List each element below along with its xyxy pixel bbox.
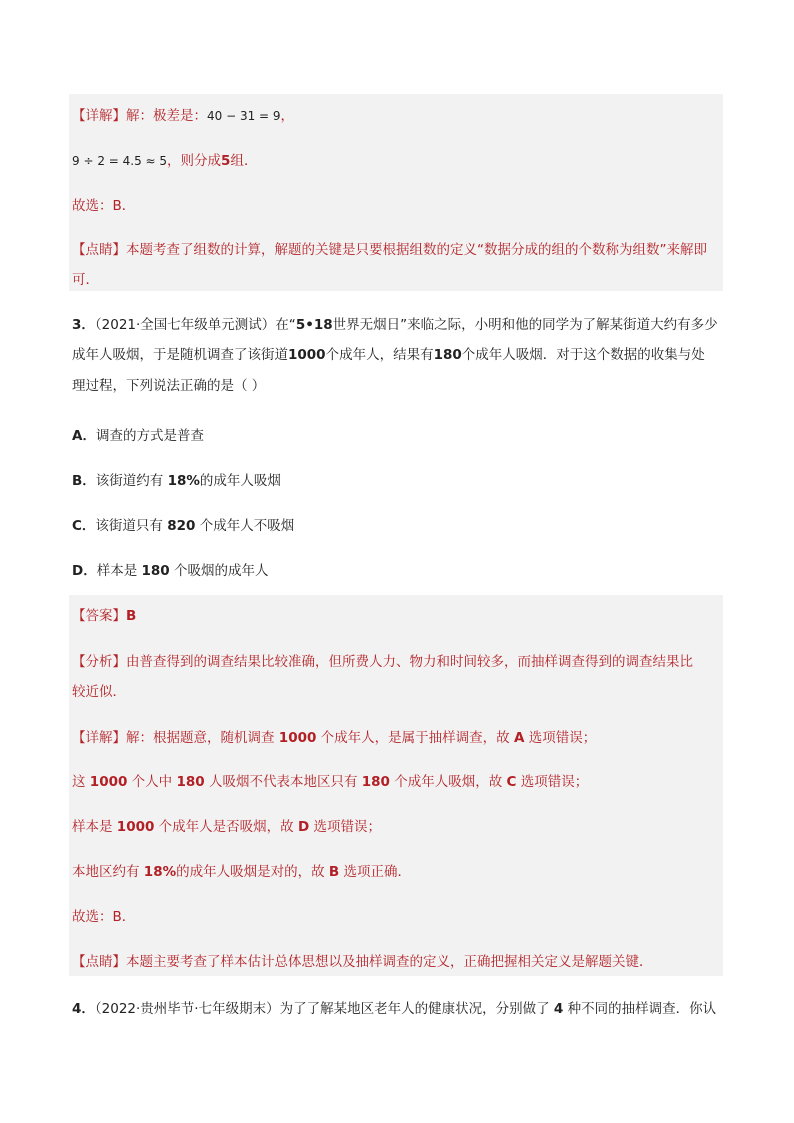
text: 个人中 bbox=[127, 774, 177, 790]
text: 组． bbox=[230, 153, 258, 169]
question-source: （2021·全国七年级单元测试） bbox=[94, 317, 276, 333]
text: 的成年人吸烟是对的，故 bbox=[176, 864, 329, 880]
question-3-line-1 bbox=[72, 313, 718, 333]
option-letter: A． bbox=[72, 428, 96, 444]
option-ref: C bbox=[506, 774, 517, 790]
option-text: 该街道约有 bbox=[95, 473, 168, 489]
comment-text: 本题考查了组数的计算，解题的关键是只要根据组数的定义“数据分成的组的个数称为组数”来解即 bbox=[126, 242, 707, 258]
detail-line-1 bbox=[69, 726, 596, 746]
comment-text: 本题主要考查了样本估计总体思想以及抽样调查的定义，正确把握相关定义是解题关键． bbox=[126, 954, 653, 970]
option-b bbox=[72, 469, 281, 489]
text: 选项错误； bbox=[309, 819, 381, 835]
detail-tag: 【详解】 bbox=[72, 730, 126, 746]
text: ，则分成 bbox=[167, 153, 222, 169]
comment-line-2: 可． bbox=[72, 272, 99, 288]
choose-line: 故选：B． bbox=[72, 909, 136, 925]
comment-line bbox=[69, 950, 653, 970]
text: 个成年人吸烟，故 bbox=[389, 774, 507, 790]
comment-tag: 【点睛】 bbox=[72, 954, 126, 970]
option-number: 820 bbox=[167, 518, 196, 534]
punct: ， bbox=[280, 108, 295, 124]
number: 1000 bbox=[288, 347, 326, 363]
option-number: 18% bbox=[167, 473, 200, 489]
option-text: 调查的方式是普查 bbox=[95, 428, 204, 444]
text: 种不同的抽样调查．你认 bbox=[563, 1001, 717, 1017]
detail-tag: 【详解】 bbox=[72, 108, 126, 124]
text: 选项正确． bbox=[339, 864, 412, 880]
detail-text: 解：极差是： bbox=[126, 108, 207, 124]
question-3-line-3: 理过程，下列说法正确的是（ ） bbox=[72, 378, 266, 394]
question-source: （2022·贵州毕节·七年级期末） bbox=[94, 1001, 280, 1017]
option-a bbox=[72, 424, 204, 444]
number: 5 bbox=[221, 153, 231, 169]
solution-block-2 bbox=[69, 595, 723, 976]
date-text: 5•18 bbox=[295, 317, 333, 333]
text: 个成年人，结果有 bbox=[325, 347, 434, 363]
solution-block-1 bbox=[69, 94, 723, 291]
text: 世界无烟日”来临之际，小明和他的同学为了解某街道大约有多少 bbox=[332, 317, 718, 333]
analysis-tag: 【分析】 bbox=[72, 654, 126, 670]
option-text: 个成年人不吸烟 bbox=[195, 518, 295, 534]
detail-line-4 bbox=[69, 860, 411, 880]
option-text: 样本是 bbox=[96, 563, 142, 579]
option-letter: B． bbox=[72, 473, 96, 489]
number: 180 bbox=[176, 774, 205, 790]
text: 人吸烟不代表本地区只有 bbox=[204, 774, 362, 790]
question-number: 4． bbox=[72, 1001, 95, 1017]
text: 选项错误； bbox=[524, 730, 597, 746]
number: 4 bbox=[553, 1001, 564, 1017]
text: 本地区约有 bbox=[72, 864, 144, 880]
option-c bbox=[72, 514, 294, 534]
question-4 bbox=[72, 997, 722, 1017]
option-d bbox=[72, 559, 269, 579]
detail-line-3 bbox=[69, 815, 381, 835]
analysis-text: 由普查得到的调查结果比较准确，但所费人力、物力和时间较多，而抽样调查得到的调查结果比 bbox=[126, 654, 693, 670]
option-ref: A bbox=[513, 730, 525, 746]
answer-tag: 【答案】 bbox=[72, 608, 126, 624]
option-letter: C． bbox=[72, 518, 96, 534]
analysis-line-1 bbox=[69, 650, 693, 670]
number: 1000 bbox=[116, 819, 155, 835]
text: 成年人吸烟，于是随机调查了该街道 bbox=[72, 347, 288, 363]
option-text: 个吸烟的成年人 bbox=[169, 563, 269, 579]
option-text: 的成年人吸烟 bbox=[199, 473, 281, 489]
text: 选项错误； bbox=[516, 774, 589, 790]
comment-tag: 【点睛】 bbox=[72, 242, 126, 258]
option-letter: D． bbox=[72, 563, 97, 579]
number: 18% bbox=[143, 864, 177, 880]
text: 解：根据题意，随机调查 bbox=[126, 730, 279, 746]
text: 样本是 bbox=[72, 819, 117, 835]
group-formula: 9 ÷ 2 = 4.5 ≈ 5 bbox=[72, 154, 168, 168]
text: 这 bbox=[72, 774, 90, 790]
question-number: 3． bbox=[72, 317, 95, 333]
detail-line-1 bbox=[69, 104, 294, 124]
question-4-line-1 bbox=[72, 997, 722, 1017]
number: 180 bbox=[433, 347, 462, 363]
comment-line-1 bbox=[69, 238, 707, 258]
answer-line bbox=[69, 604, 136, 624]
range-formula: 40 − 31 = 9 bbox=[207, 109, 281, 123]
analysis-line-2: 较近似． bbox=[72, 684, 126, 700]
text: 个成年人吸烟．对于这个数据的收集与处 bbox=[461, 347, 705, 363]
question-3-line-2 bbox=[72, 343, 705, 363]
option-ref: B bbox=[328, 864, 340, 880]
number: 1000 bbox=[89, 774, 128, 790]
number: 1000 bbox=[278, 730, 317, 746]
option-ref: D bbox=[297, 819, 310, 835]
detail-line-2 bbox=[69, 149, 257, 169]
answer-value: B bbox=[126, 608, 137, 624]
detail-line-2 bbox=[69, 770, 588, 790]
text: 为了了解某地区老年人的健康状况，分别做了 bbox=[279, 1001, 554, 1017]
text: 在“ bbox=[275, 317, 296, 333]
choose-line: 故选：B． bbox=[72, 198, 136, 214]
option-number: 180 bbox=[141, 563, 170, 579]
number: 180 bbox=[361, 774, 390, 790]
option-text: 该街道只有 bbox=[95, 518, 168, 534]
text: 个成年人，是属于抽样调查，故 bbox=[316, 730, 514, 746]
text: 个成年人是否吸烟，故 bbox=[154, 819, 298, 835]
